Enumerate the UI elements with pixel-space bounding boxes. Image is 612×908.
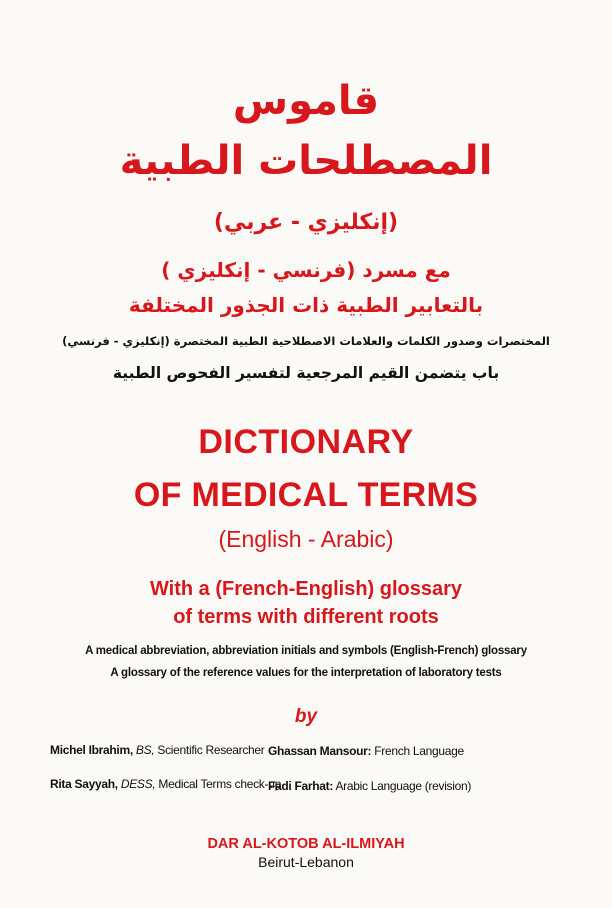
arabic-glossary-line2: بالتعابير الطبية ذات الجذور المختلفة — [128, 293, 484, 317]
english-glossary-line4: A glossary of the reference values for the interpretation of laboratory tests — [110, 667, 502, 679]
arabic-glossary-line3: المختصرات وصدور الكلمات والعلامات الاصطلاحية الطبية المختصرة (إنكليزي - فرنسي) — [62, 334, 550, 348]
author-name: Fadi Farhat: — [268, 779, 334, 793]
author-name: Rita Sayyah, — [50, 777, 118, 791]
author-michel-ibrahim — [50, 743, 265, 757]
english-subtitle: (English - Arabic) — [218, 526, 394, 552]
publisher-name: DAR AL-KOTOB AL-ILMIYAH — [207, 836, 405, 852]
author-degree: DESS, — [120, 777, 156, 791]
author-name: Ghassan Mansour: — [268, 744, 372, 758]
author-role: French Language — [374, 744, 464, 758]
english-title-line2: OF MEDICAL TERMS — [133, 476, 479, 514]
author-role: Medical Terms check-up — [158, 777, 281, 791]
publisher-location: Beirut-Lebanon — [258, 854, 354, 870]
arabic-glossary-line1: مع مسرد (فرنسي - إنكليزي ) — [161, 258, 451, 282]
english-glossary-line2: of terms with different roots — [173, 606, 439, 628]
arabic-subtitle: (إنكليزي - عربي) — [213, 210, 399, 235]
author-role: Arabic Language (revision) — [335, 779, 472, 793]
author-name: Michel Ibrahim, — [50, 743, 133, 757]
author-ghassan-mansour — [268, 744, 464, 758]
author-degree: BS, — [135, 743, 155, 757]
arabic-title-line2: المصطلحات الطبية — [119, 138, 493, 184]
arabic-title-line1: قاموس — [232, 78, 380, 124]
by-label: by — [294, 706, 318, 727]
author-role: Scientific Researcher — [157, 743, 265, 757]
english-title-line1: DICTIONARY — [198, 423, 414, 461]
arabic-glossary-line4: باب يتضمن القيم المرجعية لتفسير الفحوص الطبية — [112, 364, 500, 382]
english-glossary-line1: With a (French-English) glossary — [149, 578, 463, 600]
author-fadi-farhat — [268, 779, 471, 793]
author-rita-sayyah — [50, 777, 281, 791]
english-glossary-line3: A medical abbreviation, abbreviation initials and symbols (English-French) glossary — [85, 645, 527, 657]
